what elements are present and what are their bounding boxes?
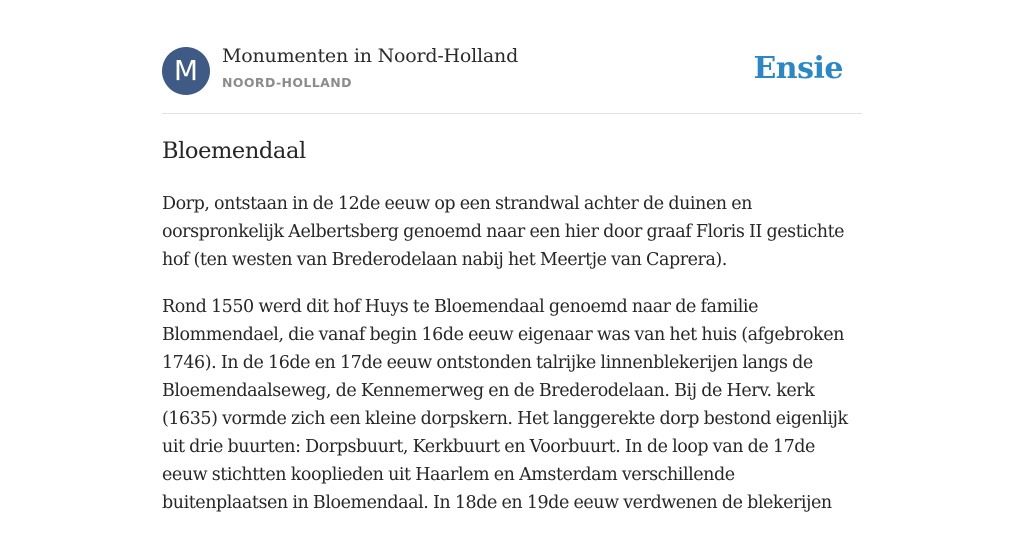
page-title: Bloemendaal xyxy=(162,138,306,164)
page-container xyxy=(162,0,862,513)
source-subtitle: NOORD-HOLLAND xyxy=(222,75,352,90)
article-body xyxy=(162,190,862,536)
article-paragraph: Rond 1550 werd dit hof Huys te Bloemendaal genoemd naar de familie Blommendael, die vanaf begin 16de eeuw eigenaar was van het huis (afgebroken 1746). In de 16de en 17de eeuw ontstonden talrijke linnenblekerijen langs de Bloemendaalseweg, de Kennemerweg en de Brederodelaan. Bij de Herv. kerk (1635) vormde zich een kleine dorpskern. Het langgerekte dorp bestond eigenlijk uit drie buurten: Dorpsbuurt, Kerkbuurt en Voorbuurt. In de loop van de 17de eeuw stichtten kooplieden uit Haarlem en Amsterdam verschillende buitenplaatsen in Bloemendaal. In 18de en 19de eeuw verdwenen de blekerijen xyxy=(162,297,848,513)
source-title-link[interactable]: Monumenten in Noord-Holland xyxy=(222,45,519,67)
article-paragraph: Dorp, ontstaan in de 12de eeuw op een strandwal achter de duinen en oorspronkelijk Aelbertsberg genoemd naar een hier door graaf Floris II gestichte hof (ten westen van Brederodelaan nabij het Meertje van Caprera). xyxy=(162,194,845,270)
brand-logo[interactable]: Ensie xyxy=(753,51,843,86)
avatar[interactable]: M xyxy=(162,47,210,95)
source-header xyxy=(162,0,862,114)
